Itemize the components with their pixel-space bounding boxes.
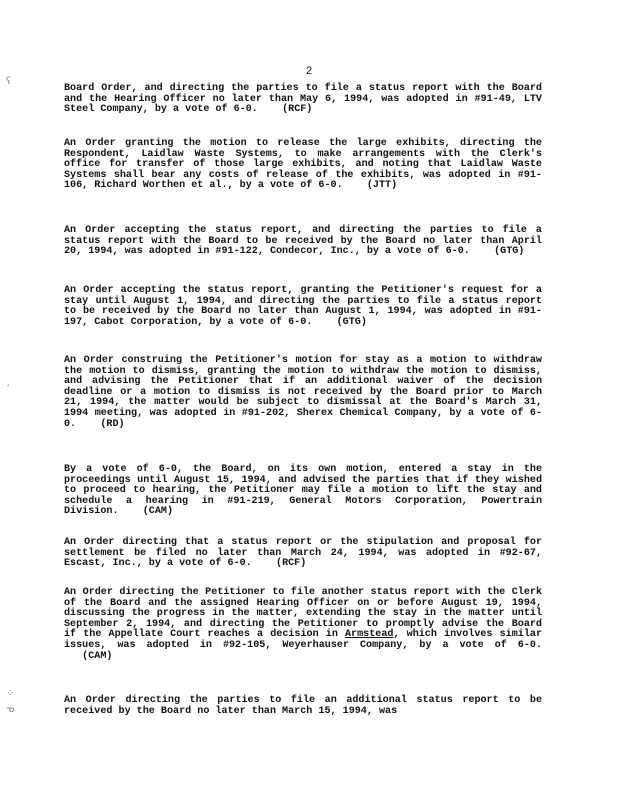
case-name-underlined: Armstead	[345, 629, 394, 641]
commissioner-tag: (RD)	[100, 418, 125, 430]
page-number: 2	[305, 66, 313, 78]
margin-mark: ᓀ	[6, 704, 15, 715]
paragraph-text: An Order directing that a status report or the stipulation and proposal for settlement be filed no later than March 24, 1994, was adopted in #92-67, Escast, Inc., by a vote of 6-0.	[64, 537, 542, 570]
order-paragraph	[64, 356, 542, 430]
paragraph-text: , which involves similar issues, was adopted in #92-105, Weyerhauser Company, by a vote of 6-0.	[64, 629, 543, 651]
paragraph-text: An Order accepting the status report, granting the Petitioner's request for a stay until August 1, 1994, and directing the parties to file a status report to be received by the Board no later than August 1, 1994, was adopted in #91-197, Cabot Corporation, by a vote of 6-0.	[64, 285, 542, 328]
commissioner-tag: (GTG)	[336, 316, 367, 328]
paragraph-text: An Order directing the parties to file an additional status report to be received by the Board no later than March 15, 1994, was	[64, 695, 542, 717]
order-paragraph	[64, 538, 542, 570]
paragraph-text: An Order granting the motion to release the large exhibits, directing the Respondent, Laidlaw Waste Systems, to make arrangements with the Clerk's office for transfer of those large exhibits, and noting that Laidlaw Waste Systems shall bear any costs of release of the exhibits, was adopted in #91-106, Richard Worthen et al., by a vote of 6-0.	[64, 138, 542, 192]
order-paragraph	[64, 286, 542, 328]
commissioner-tag: (JTT)	[366, 180, 398, 192]
order-paragraph	[64, 226, 542, 258]
margin-mark: ʕ	[6, 76, 12, 87]
paragraph-text: By a vote of 6-0, the Board, on its own motion, entered a stay in the proceedings until August 15, 1994, and advised the parties that if they wished to proceed to hearing, the Petitioner may file a motion to lift the stay and schedule a hearing in #91-219, General Motors Corporation, Powertrain Division.	[64, 464, 542, 518]
order-paragraph	[64, 696, 542, 717]
commissioner-tag: (GTG)	[494, 246, 525, 258]
order-paragraph	[64, 465, 542, 518]
paragraph-text: An Order accepting the status report, and directing the parties to file a status report with the Board to be received by the Board no later than April 20, 1994, was adopted in #91-122, Condecor, Inc., by a vote of 6-0.	[64, 225, 542, 258]
paragraph-text: Board Order, and directing the parties to file a status report with the Board and the Hearing Officer no later than May 6, 1994, was adopted in #91-49, LTV Steel Company, by a vote of 6-0.	[64, 83, 542, 116]
margin-mark: ˼	[6, 376, 10, 387]
order-paragraph	[64, 588, 542, 662]
commissioner-tag: (CAM)	[142, 506, 174, 518]
paragraph-text: An Order construing the Petitioner's motion for stay as a motion to withdraw the motion to dismiss, granting the motion to withdraw the motion to dismiss, and advising the Petitioner that if an additional waiver of the decision deadline or a motion to dismiss is not received by the Board prior to March 21, 1994, the matter would be subject to dismissal at the Board's March 31, 1994 meeting, was adopted in #91-202, Sherex Chemical Company, by a vote of 6-0.	[64, 355, 542, 430]
margin-mark: ⁘	[6, 688, 15, 699]
paragraph-text: An Order directing the Petitioner to file another status report with the Clerk of the Board and the assigned Hearing Officer on or before August 19, 1994, discussing the progress in the matter, extending the stay in the matter until September 2, 1994, and directing the Petitioner to promptly advise the Board if the Appellate Court reaches a decision in	[64, 587, 542, 641]
order-paragraph	[64, 84, 542, 116]
commissioner-tag: (RCF)	[276, 558, 307, 570]
commissioner-tag: (CAM)	[82, 650, 113, 662]
commissioner-tag: (RCF)	[282, 104, 313, 116]
order-paragraph	[64, 139, 542, 192]
